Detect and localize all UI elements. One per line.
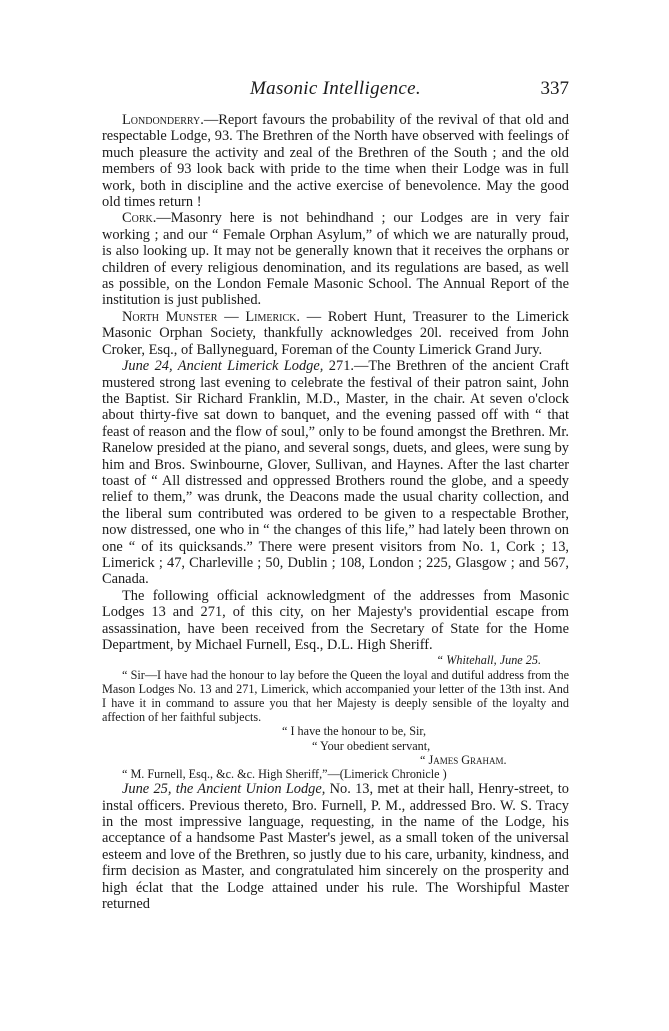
paragraph-lead: June 24, Ancient Limerick Lodge, bbox=[122, 358, 324, 375]
letter-closing-1: “ I have the honour to be, Sir, bbox=[282, 724, 427, 739]
paragraph-acknowledgment bbox=[102, 588, 569, 654]
paragraph-north-munster bbox=[102, 309, 569, 358]
paragraph-text: —Masonry here is not behindhand ; our Lodges are in very fair working ; and our “ Female Orphan Asylum,” of which we are naturally proud, is also looking up. It may not be generally known that it receives the orphans or children of every religious denomination, and its regulations are based, as well as possible, on the London Female Masonic School. The Annual Report of the institution is just published. bbox=[102, 210, 569, 309]
paragraph-lead: North Munster — Limerick. bbox=[122, 308, 300, 325]
letter-closing-2: “ Your obedient servant, bbox=[312, 738, 431, 753]
page-body bbox=[102, 112, 569, 912]
letter-date: “ Whitehall, June 25. bbox=[436, 653, 541, 668]
paragraph-text: — Robert Hunt, Treasurer to the Limerick Masonic Orphan Society, thankfully acknowledges 20l. received from John Croker, Esq., of Ballyneguard, Foreman of the County Limerick Grand Jury. bbox=[102, 308, 569, 358]
paragraph-text: The following official acknowledgment of the addresses from Masonic Lodges 13 and 271, of this city, on her Majesty's providential escape from assassination, have been received from the Secretary of State for the Home Department, by Michael Furnell, Esq., D.L. High Sheriff. bbox=[102, 587, 569, 653]
letter-address: “ M. Furnell, Esq., &c. &c. High Sheriff,”—(Limerick Chronicle ) bbox=[122, 767, 447, 782]
paragraph-londonderry bbox=[102, 112, 569, 210]
letter-block bbox=[102, 653, 569, 781]
running-title: Masonic Intelligence. bbox=[250, 78, 421, 99]
paragraph-lead: Londonderry. bbox=[122, 112, 204, 128]
paragraph-june-25 bbox=[102, 781, 569, 912]
letter-signature: “ James Graham. bbox=[420, 752, 507, 767]
paragraph-lead: June 25, the Ancient Union Lodge, bbox=[122, 781, 326, 798]
paragraph-text: 271.—The Brethren of the ancient Craft mustered strong last evening to celebrate the festival of their patron saint, John the Baptist. Sir Richard Franklin, M.D., Master, in the chair. At seven o'clock about thirty-five sat down to banquet, and the evening passed off with “ that feast of reason and the flow of soul,” only to be found amongst the Brethren. Mr. Ranelow presided at the piano, and several songs, duets, and glees, were sung by him and Bros. Swinbourne, Glover, Sullivan, and Haynes. After the last charter toast of “ All distressed and oppressed Brothers round the globe, and a speedy relief to them,” was drunk, the Deacons made the usual charity collection, and the liberal sum contributed was ordered to be given to a respectable Brother, now distressed, one who in “ the changes of this life,” had lately been thrown on one “ of its quicksands.” There were present visitors from No. 1, Cork ; 13, Limerick ; 47, Charleville ; 50, Dublin ; 108, London ; 225, Glasgow ; and 567, Canada. bbox=[102, 358, 569, 588]
paragraph-cork bbox=[102, 210, 569, 308]
letter-body: “ Sir—I have had the honour to lay before the Queen the loyal and dutiful address from the Mason Lodges No. 13 and 271, Limerick, which accompanied your letter of the 13th inst. And I have it in command to assure you that her Majesty is deeply sensible of the loyalty and affection of her faithful subjects. bbox=[102, 667, 569, 725]
page-number: 337 bbox=[540, 78, 569, 99]
paragraph-text: —Report favours the probability of the revival of that old and respectable Lodge, 93. The Brethren of the North have observed with feelings of much pleasure the activity and zeal of the Brethren of the South ; and the old members of 93 look back with pride to the time when their Lodge was in full work, both in discipline and the active exercise of benevolence. May the good old times return ! bbox=[102, 112, 569, 211]
page-header bbox=[102, 78, 569, 102]
paragraph-june-24 bbox=[102, 358, 569, 588]
paragraph-lead: Cork. bbox=[122, 210, 157, 227]
paragraph-text: No. 13, met at their hall, Henry-street, to instal officers. Previous thereto, Bro. Furnell, P. M., addressed Bro. W. S. Tracy in the most impressive language, requesting, in the name of the Lodge, his acceptance of a handsome Past Master's jewel, as a small token of the universal esteem and love of the Brethren, so justly due to his care, urbanity, kindness, and firm decision as Master, and congratulated him sincerely on the prosperity and high éclat that the Lodge attained under his rule. The Worshipful Master returned bbox=[102, 781, 569, 913]
